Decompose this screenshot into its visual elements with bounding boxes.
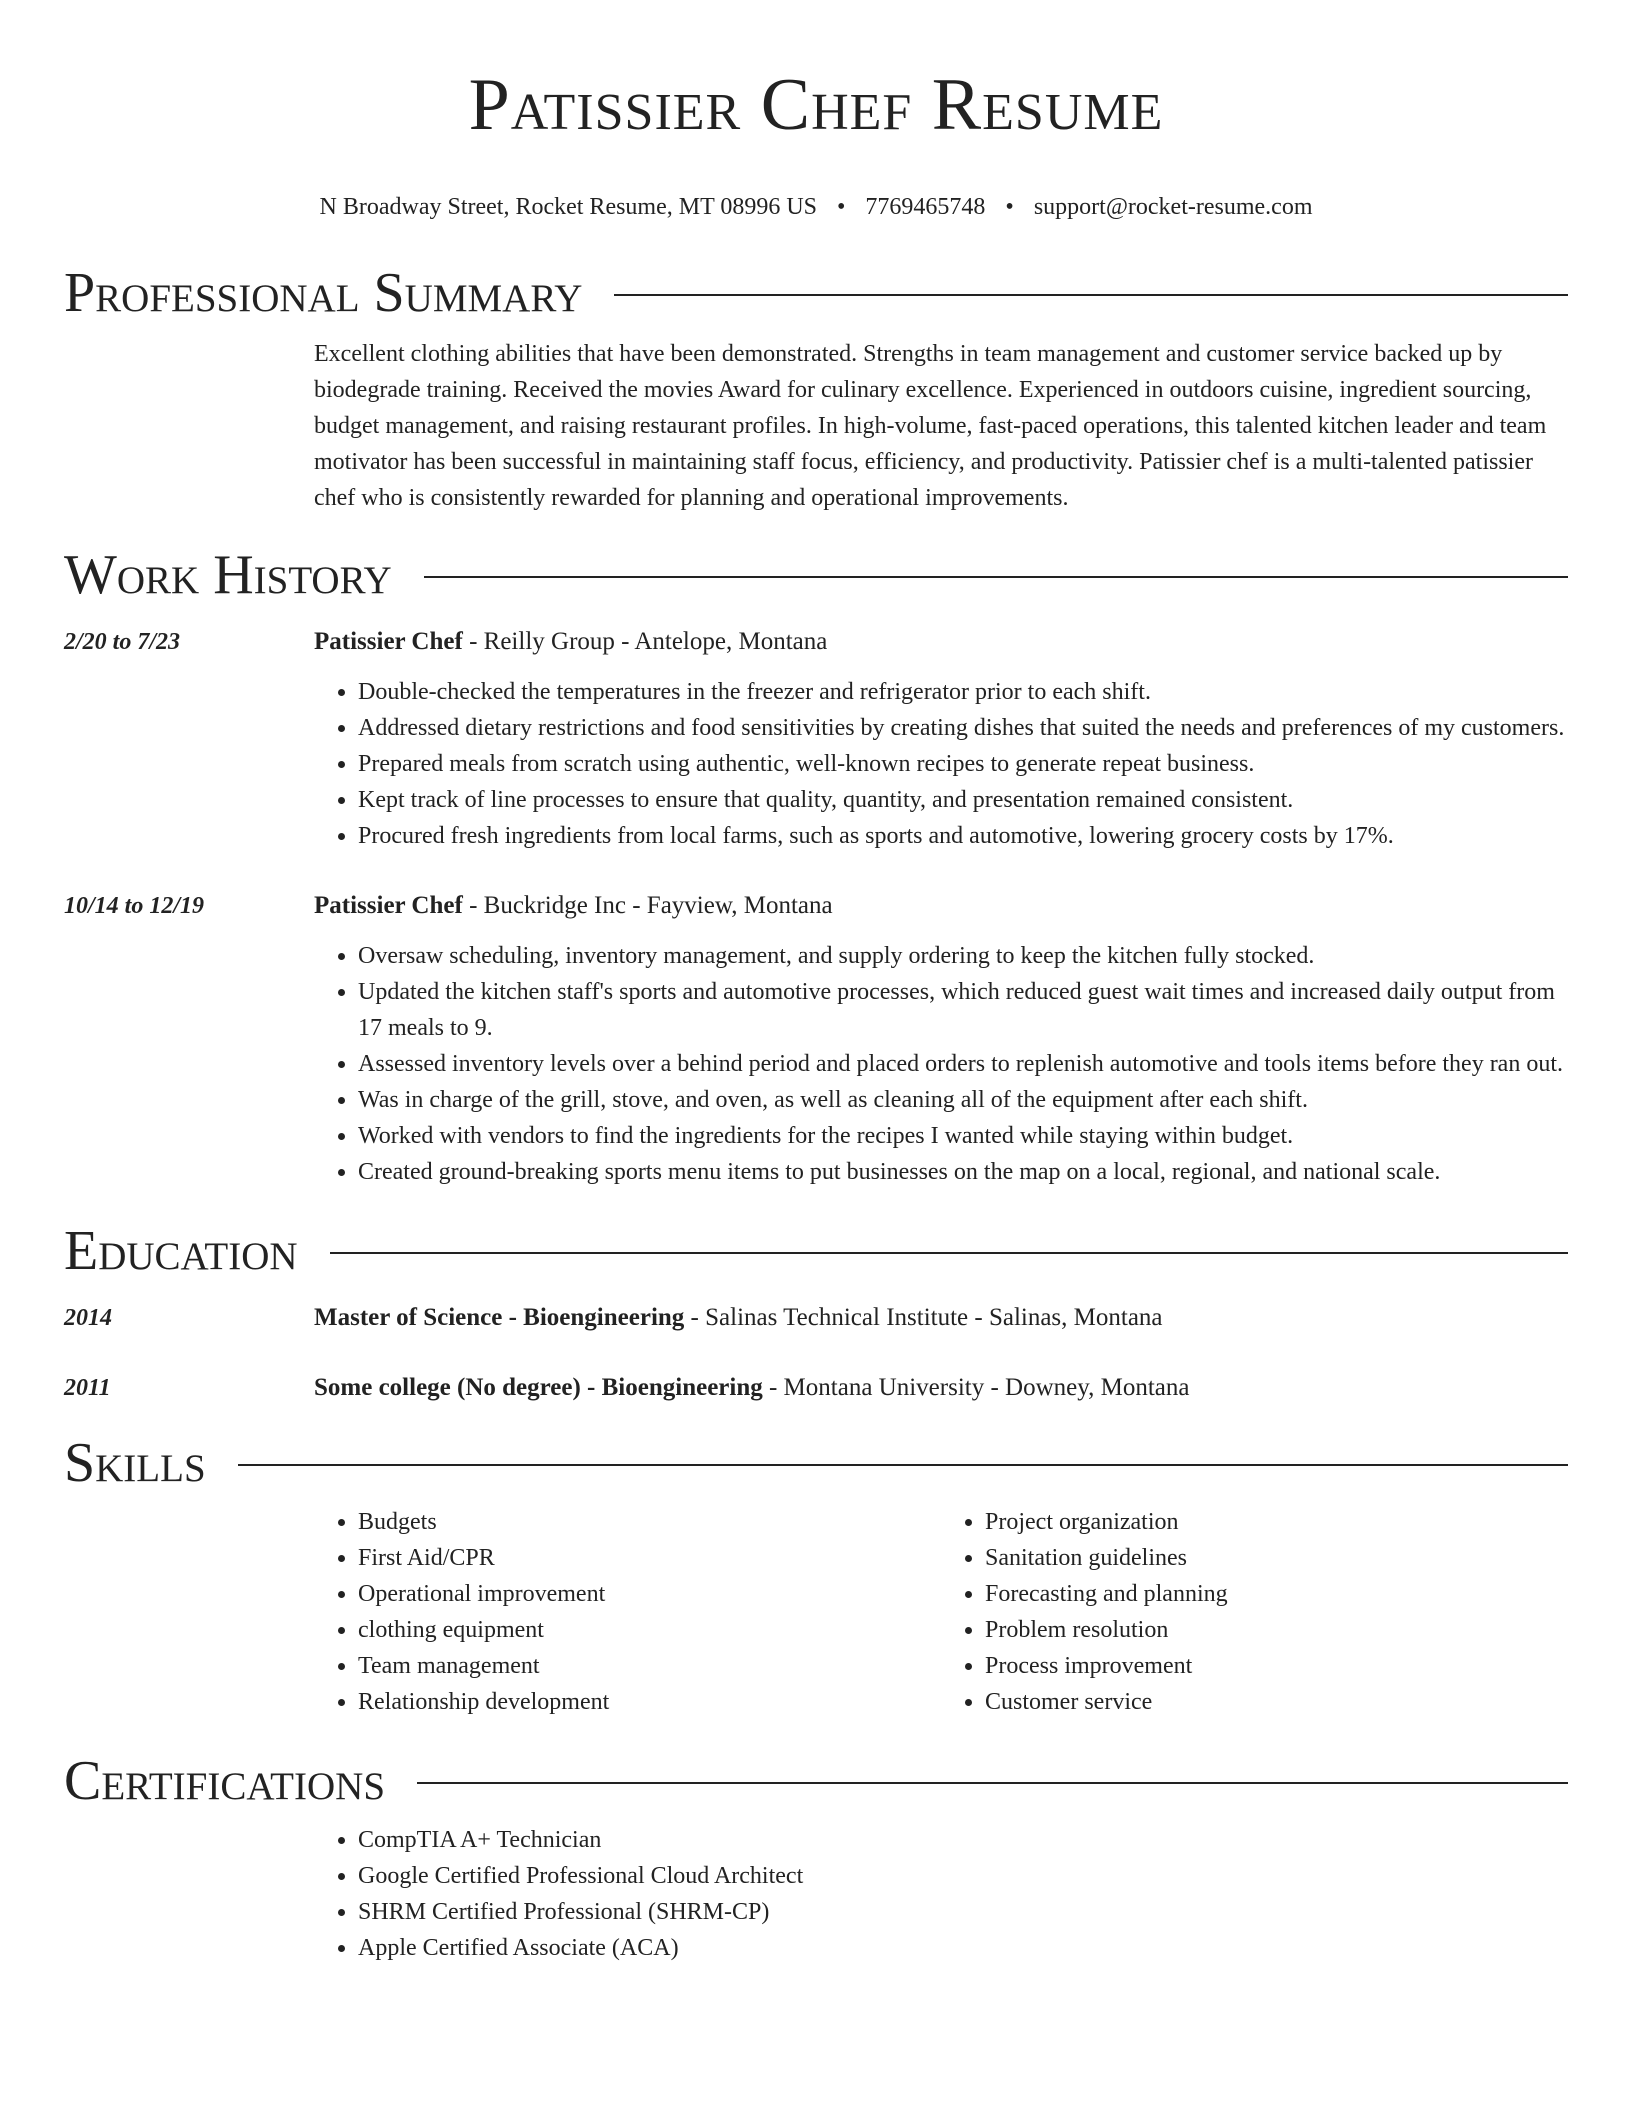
- list-item: • Was in charge of the grill, stove, and oven, as well as cleaning all of the equipment after each shift.: [358, 1082, 1568, 1118]
- job-heading: [314, 888, 1568, 924]
- certifications-list: [314, 1822, 1568, 1966]
- list-item: • Updated the kitchen staff's sports and automotive processes, which reduced guest wait times and increased daily output from 17 meals to 9.: [358, 974, 1568, 1046]
- education-entry: [64, 1300, 1568, 1336]
- phone: 7769465748: [865, 194, 986, 220]
- education-heading: [314, 1370, 1568, 1406]
- skill-item: • First Aid/CPR: [358, 1540, 941, 1576]
- section-divider: [330, 1252, 1568, 1254]
- section-title: Skills: [64, 1432, 206, 1494]
- section-title: Work History: [64, 544, 392, 606]
- education-year: 2014: [64, 1305, 112, 1331]
- section-title: Education: [64, 1220, 298, 1282]
- section-header-education: [64, 1216, 1568, 1286]
- job-dates: 10/14 to 12/19: [64, 893, 205, 919]
- resume-title: Patissier Chef Resume: [468, 64, 1164, 146]
- contact-line: [64, 192, 1568, 222]
- address: N Broadway Street, Rocket Resume, MT 08996 US: [319, 194, 817, 220]
- education-entry: [64, 1370, 1568, 1406]
- certification-item: • Google Certified Professional Cloud Architect: [358, 1858, 1568, 1894]
- job-title: Patissier Chef: [314, 892, 463, 919]
- section-header-skills: [64, 1428, 1568, 1498]
- certification-item: • CompTIA A+ Technician: [358, 1822, 1568, 1858]
- skills-column-right: [941, 1504, 1568, 1720]
- skill-item: • Project organization: [985, 1504, 1568, 1540]
- skill-item: • clothing equipment: [358, 1612, 941, 1648]
- list-item: • Addressed dietary restrictions and food sensitivities by creating dishes that suited the needs and preferences of my customers.: [358, 710, 1568, 746]
- job-bullets: [314, 674, 1568, 854]
- list-item: • Worked with vendors to find the ingredients for the recipes I wanted while staying within budget.: [358, 1118, 1568, 1154]
- job-entry: [64, 624, 1568, 854]
- job-employer: - Reilly Group - Antelope, Montana: [462, 628, 828, 655]
- education-degree: Some college (No degree) - Bioengineering: [314, 1374, 763, 1401]
- section-header-work-history: [64, 540, 1568, 610]
- list-item: • Created ground-breaking sports menu items to put businesses on the map on a local, regional, and national scale.: [358, 1154, 1568, 1190]
- skills-list: [314, 1504, 1568, 1720]
- job-dates: 2/20 to 7/23: [64, 629, 181, 655]
- bullet-separator: •: [837, 194, 846, 220]
- education-school: - Montana University - Downey, Montana: [762, 1374, 1190, 1401]
- skill-item: • Budgets: [358, 1504, 941, 1540]
- certification-item: • Apple Certified Associate (ACA): [358, 1930, 1568, 1966]
- section-divider: [238, 1464, 1568, 1466]
- skill-item: • Process improvement: [985, 1648, 1568, 1684]
- skill-item: • Customer service: [985, 1684, 1568, 1720]
- list-item: • Double-checked the temperatures in the freezer and refrigerator prior to each shift.: [358, 674, 1568, 710]
- skill-item: • Problem resolution: [985, 1612, 1568, 1648]
- list-item: • Oversaw scheduling, inventory management, and supply ordering to keep the kitchen fully stocked.: [358, 938, 1568, 974]
- skill-item: • Relationship development: [358, 1684, 941, 1720]
- education-school: - Salinas Technical Institute - Salinas, Montana: [684, 1304, 1163, 1331]
- summary-text: Excellent clothing abilities that have been demonstrated. Strengths in team management and customer service backed up by biodegrade training. Received the movies Award for culinary excellence. Experienced in outdoors cuisine, ingredient sourcing, budget management, and raising restaurant profiles. In high-volume, fast-paced operations, this talented kitchen leader and team motivator has been successful in maintaining staff focus, efficiency, and productivity. Patissier chef is a multi-talented patissier chef who is consistently rewarded for planning and operational improvements.: [314, 341, 1547, 511]
- list-item: • Kept track of line processes to ensure that quality, quantity, and presentation remained consistent.: [358, 782, 1568, 818]
- skill-item: • Operational improvement: [358, 1576, 941, 1612]
- skills-column-left: [314, 1504, 941, 1720]
- certification-item: • SHRM Certified Professional (SHRM-CP): [358, 1894, 1568, 1930]
- bullet-separator: •: [1005, 194, 1014, 220]
- education-year: 2011: [64, 1375, 111, 1401]
- list-item: • Assessed inventory levels over a behind period and placed orders to replenish automotive and tools items before they ran out.: [358, 1046, 1568, 1082]
- job-entry: [64, 888, 1568, 1190]
- section-title: Certifications: [64, 1750, 386, 1812]
- skill-item: • Sanitation guidelines: [985, 1540, 1568, 1576]
- list-item: • Prepared meals from scratch using authentic, well-known recipes to generate repeat business.: [358, 746, 1568, 782]
- section-divider: [424, 576, 1568, 578]
- list-item: • Procured fresh ingredients from local farms, such as sports and automotive, lowering grocery costs by 17%.: [358, 818, 1568, 854]
- section-title: Professional Summary: [64, 262, 583, 324]
- job-employer: - Buckridge Inc - Fayview, Montana: [462, 892, 833, 919]
- education-heading: [314, 1300, 1568, 1336]
- section-divider: [417, 1782, 1568, 1784]
- section-header-certifications: [64, 1746, 1568, 1816]
- job-bullets: [314, 938, 1568, 1190]
- section-divider: [614, 294, 1568, 296]
- job-title: Patissier Chef: [314, 628, 463, 655]
- education-degree: Master of Science - Bioengineering: [314, 1304, 685, 1331]
- job-heading: [314, 624, 1568, 660]
- section-header-summary: [64, 258, 1568, 328]
- skill-item: • Forecasting and planning: [985, 1576, 1568, 1612]
- skill-item: • Team management: [358, 1648, 941, 1684]
- email: support@rocket-resume.com: [1033, 194, 1313, 220]
